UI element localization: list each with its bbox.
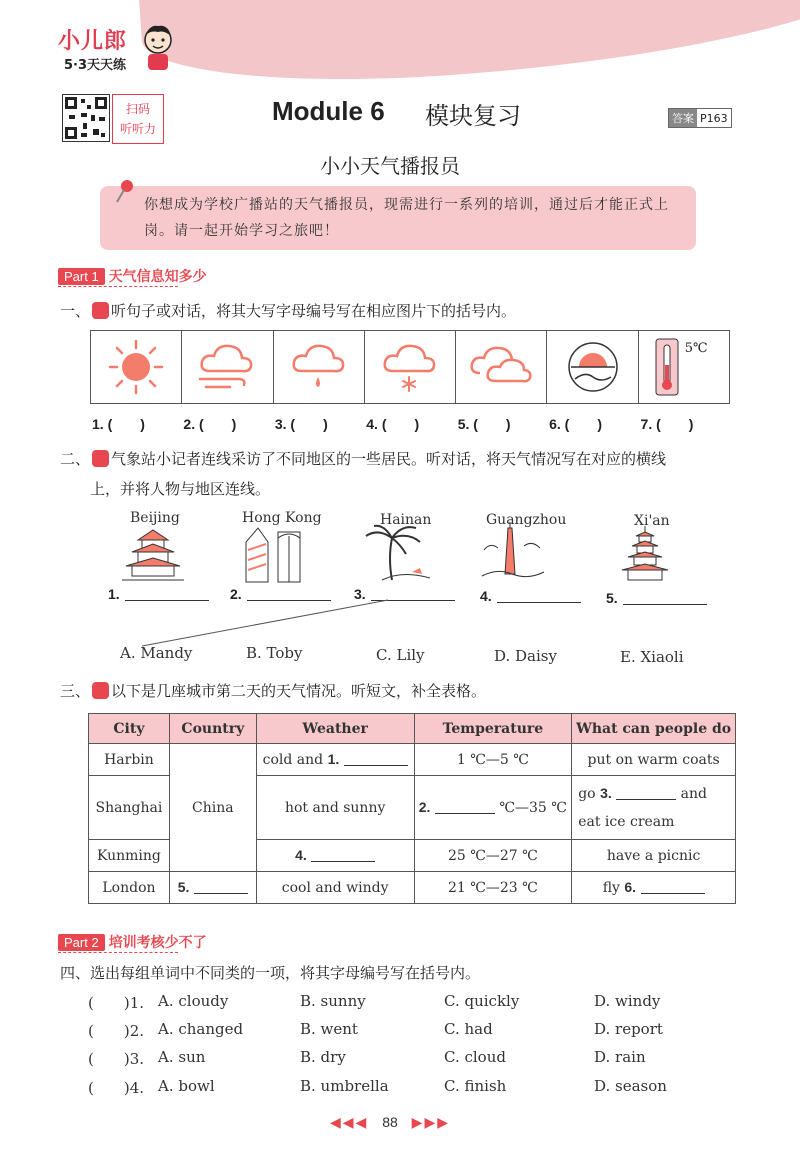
cloud-rain-icon xyxy=(284,337,354,397)
cell-city: Kunming xyxy=(89,840,170,872)
q4-answer-bracket[interactable]: ( )1. xyxy=(88,994,145,1012)
clouds-icon xyxy=(466,337,536,397)
cell-temperature: 21 ℃—23 ℃ xyxy=(414,872,572,904)
col-header-activity: What can people do xyxy=(572,714,736,744)
activity-text: go xyxy=(578,786,596,802)
cell-weather[interactable] xyxy=(256,744,414,776)
q1-blank[interactable]: 1. ( ) xyxy=(92,416,145,432)
q1-blank[interactable]: 2. ( ) xyxy=(183,416,237,432)
col-header-weather: Weather xyxy=(256,714,414,744)
place-num: 5. xyxy=(606,590,618,606)
person-d: D. Daisy xyxy=(494,647,557,665)
prev-arrows-icon: ◀◀◀ xyxy=(330,1114,369,1130)
place-label-hainan: Hainan xyxy=(380,512,432,528)
qr-label-line1: 扫码 xyxy=(125,102,150,116)
part2-divider xyxy=(58,952,178,953)
place-label-guangzhou: Guangzhou xyxy=(486,512,567,528)
cell-activity: put on warm coats xyxy=(572,744,736,776)
weather-text: cold and xyxy=(262,752,324,768)
person-b: B. Toby xyxy=(246,644,303,662)
q1-blank[interactable]: 4. ( ) xyxy=(366,416,420,432)
part1-title: 天气信息知多少 xyxy=(108,269,207,285)
place-label-hong-kong: Hong Kong xyxy=(242,510,322,526)
cell-weather: hot and sunny xyxy=(256,776,414,840)
option-a: A. bowl xyxy=(158,1077,215,1095)
weather-table xyxy=(88,713,736,904)
table-row xyxy=(89,872,736,904)
module-title: Module 6 xyxy=(272,96,385,126)
thermometer-reading: 5℃ xyxy=(684,341,708,356)
option-d: D. report xyxy=(594,1020,663,1038)
picture-thermometer xyxy=(639,331,729,403)
part1-header xyxy=(58,266,738,286)
cell-weather[interactable] xyxy=(256,840,414,872)
q4-answer-bracket[interactable]: ( )2. xyxy=(88,1022,145,1040)
temple-of-heaven-icon xyxy=(118,522,188,584)
cell-temperature[interactable] xyxy=(414,776,572,840)
picture-sunny xyxy=(91,331,182,403)
blank-num: 2. xyxy=(418,799,431,815)
option-c: C. quickly xyxy=(444,992,520,1010)
table-header-row xyxy=(89,714,736,744)
blank-num: 4. xyxy=(295,847,307,863)
headphones-icon xyxy=(92,682,109,699)
qr-code[interactable] xyxy=(62,94,110,142)
q1-instruction xyxy=(60,300,516,321)
q2-instruction-line1 xyxy=(60,448,666,469)
page-footer xyxy=(330,1114,450,1131)
option-a: A. cloudy xyxy=(158,992,229,1010)
option-b: B. went xyxy=(300,1020,358,1038)
answer-label: 答案 xyxy=(669,109,697,127)
part2-header xyxy=(58,932,738,952)
col-header-country: Country xyxy=(169,714,256,744)
q2-text-1: 气象站小记者连线采访了不同地区的一些居民。听对话，将天气情况写在对应的横线 xyxy=(111,450,667,468)
cell-country[interactable] xyxy=(169,872,256,904)
option-c: C. cloud xyxy=(444,1048,506,1066)
q1-blank[interactable]: 5. ( ) xyxy=(457,416,511,432)
part1-divider xyxy=(58,286,178,287)
q4-text: 选出每组单词中不同类的一项，将其字母编号写在括号内。 xyxy=(90,964,481,982)
cell-city: Harbin xyxy=(89,744,170,776)
blank-num: 5. xyxy=(177,879,190,895)
q3-text: 以下是几座城市第二天的天气情况。听短文，补全表格。 xyxy=(111,682,487,700)
q3-instruction xyxy=(60,680,486,701)
picture-rainy xyxy=(274,331,365,403)
hong-kong-buildings-icon xyxy=(238,522,308,584)
page-number: 88 xyxy=(382,1114,398,1130)
cell-weather: cool and windy xyxy=(256,872,414,904)
q3-prefix: 三、 xyxy=(60,682,91,700)
person-a: A. Mandy xyxy=(120,644,193,662)
picture-windy xyxy=(182,331,273,403)
q4-row-4 xyxy=(88,1077,708,1103)
module-title-cn: 模块复习 xyxy=(425,102,521,130)
weather-picture-strip xyxy=(90,330,730,404)
person-e: E. Xiaoli xyxy=(620,648,684,666)
part2-title: 培训考核少不了 xyxy=(108,935,207,951)
q4-prefix: 四、 xyxy=(60,964,91,982)
q1-answer-blanks xyxy=(92,414,732,434)
option-b: B. umbrella xyxy=(300,1077,389,1095)
place-num: 3. xyxy=(354,586,366,602)
option-b: B. sunny xyxy=(300,992,366,1010)
option-c: C. had xyxy=(444,1020,493,1038)
part1-tag: Part 1 xyxy=(58,268,105,285)
q4-row-1 xyxy=(88,992,708,1018)
option-a: A. sun xyxy=(158,1048,206,1066)
place-blank-5[interactable] xyxy=(606,588,707,607)
cell-country: China xyxy=(169,744,256,872)
blank-num: 6. xyxy=(624,879,637,895)
activity-text: fly xyxy=(602,880,620,896)
option-a: A. changed xyxy=(158,1020,244,1038)
q1-prefix: 一、 xyxy=(60,302,91,320)
q2-prefix: 二、 xyxy=(60,450,91,468)
place-label-xian: Xi'an xyxy=(634,513,670,529)
activity-text: and xyxy=(680,786,707,802)
activity-text: eat ice cream xyxy=(578,814,675,830)
palm-tree-icon xyxy=(362,522,432,584)
q4-row-3 xyxy=(88,1048,708,1074)
q2-instruction-line2: 上，并将人物与地区连线。 xyxy=(90,480,271,498)
example-connecting-line xyxy=(140,598,400,650)
option-d: D. windy xyxy=(594,992,661,1010)
place-num: 2. xyxy=(230,586,242,602)
option-d: D. rain xyxy=(594,1048,646,1066)
cell-temperature: 1 ℃—5 ℃ xyxy=(414,744,572,776)
cell-temperature: 25 ℃—27 ℃ xyxy=(414,840,572,872)
table-row xyxy=(89,744,736,776)
picture-snowy xyxy=(365,331,456,403)
q4-answer-bracket[interactable]: ( )4. xyxy=(88,1079,145,1097)
q4-row-2 xyxy=(88,1020,708,1046)
place-label-beijing: Beijing xyxy=(130,510,180,526)
answer-page-tag xyxy=(668,108,732,128)
answer-page: P163 xyxy=(700,112,728,125)
cell-city: London xyxy=(89,872,170,904)
q4-instruction xyxy=(60,962,480,983)
picture-cloudy xyxy=(456,331,547,403)
section-subtitle: 小小天气播报员 xyxy=(320,154,460,178)
place-num: 1. xyxy=(108,586,120,602)
brand-logo: 小儿郎 xyxy=(58,29,128,54)
picture-sunset xyxy=(547,331,638,403)
cloud-snow-icon xyxy=(375,337,445,397)
pushpin-icon xyxy=(114,178,136,204)
col-header-temperature: Temperature xyxy=(414,714,572,744)
headphones-icon xyxy=(92,302,109,319)
cell-activity[interactable] xyxy=(572,872,736,904)
temp-text: ℃—35 ℃ xyxy=(499,800,567,816)
option-d: D. season xyxy=(594,1077,667,1095)
place-num: 4. xyxy=(480,588,492,604)
blank-num: 1. xyxy=(327,751,340,767)
blank-num: 3. xyxy=(600,785,612,801)
col-header-city: City xyxy=(89,714,170,744)
person-c: C. Lily xyxy=(376,646,425,664)
next-arrows-icon: ▶▶▶ xyxy=(411,1114,450,1130)
pagoda-icon xyxy=(610,524,680,586)
mascot-icon xyxy=(138,22,178,74)
cell-city: Shanghai xyxy=(89,776,170,840)
q1-blank[interactable]: 6. ( ) xyxy=(549,416,602,432)
q1-blank[interactable]: 7. ( ) xyxy=(640,416,694,432)
cell-activity[interactable] xyxy=(572,776,736,840)
q1-blank[interactable]: 3. ( ) xyxy=(274,416,328,432)
option-b: B. dry xyxy=(300,1048,346,1066)
q4-answer-bracket[interactable]: ( )3. xyxy=(88,1050,145,1068)
qr-label xyxy=(112,94,164,144)
qr-label-line2: 听听力 xyxy=(119,122,156,136)
sunset-icon xyxy=(561,337,625,397)
intro-box: 你想成为学校广播站的天气播报员，现需进行一系列的培训，通过后才能正式上岗。请一起开始学习之旅吧！ xyxy=(100,186,696,250)
place-blank-4[interactable] xyxy=(480,586,581,605)
cell-activity: have a picnic xyxy=(572,840,736,872)
canton-tower-icon xyxy=(478,522,548,584)
sun-icon xyxy=(104,337,168,397)
part2-tag: Part 2 xyxy=(58,934,105,951)
cloud-wind-icon xyxy=(192,337,262,397)
brand-subtitle: 5·3天天练 xyxy=(64,58,127,73)
option-c: C. finish xyxy=(444,1077,507,1095)
headphones-icon xyxy=(92,450,109,467)
q1-text: 听句子或对话，将其大写字母编号写在相应图片下的括号内。 xyxy=(111,302,517,320)
